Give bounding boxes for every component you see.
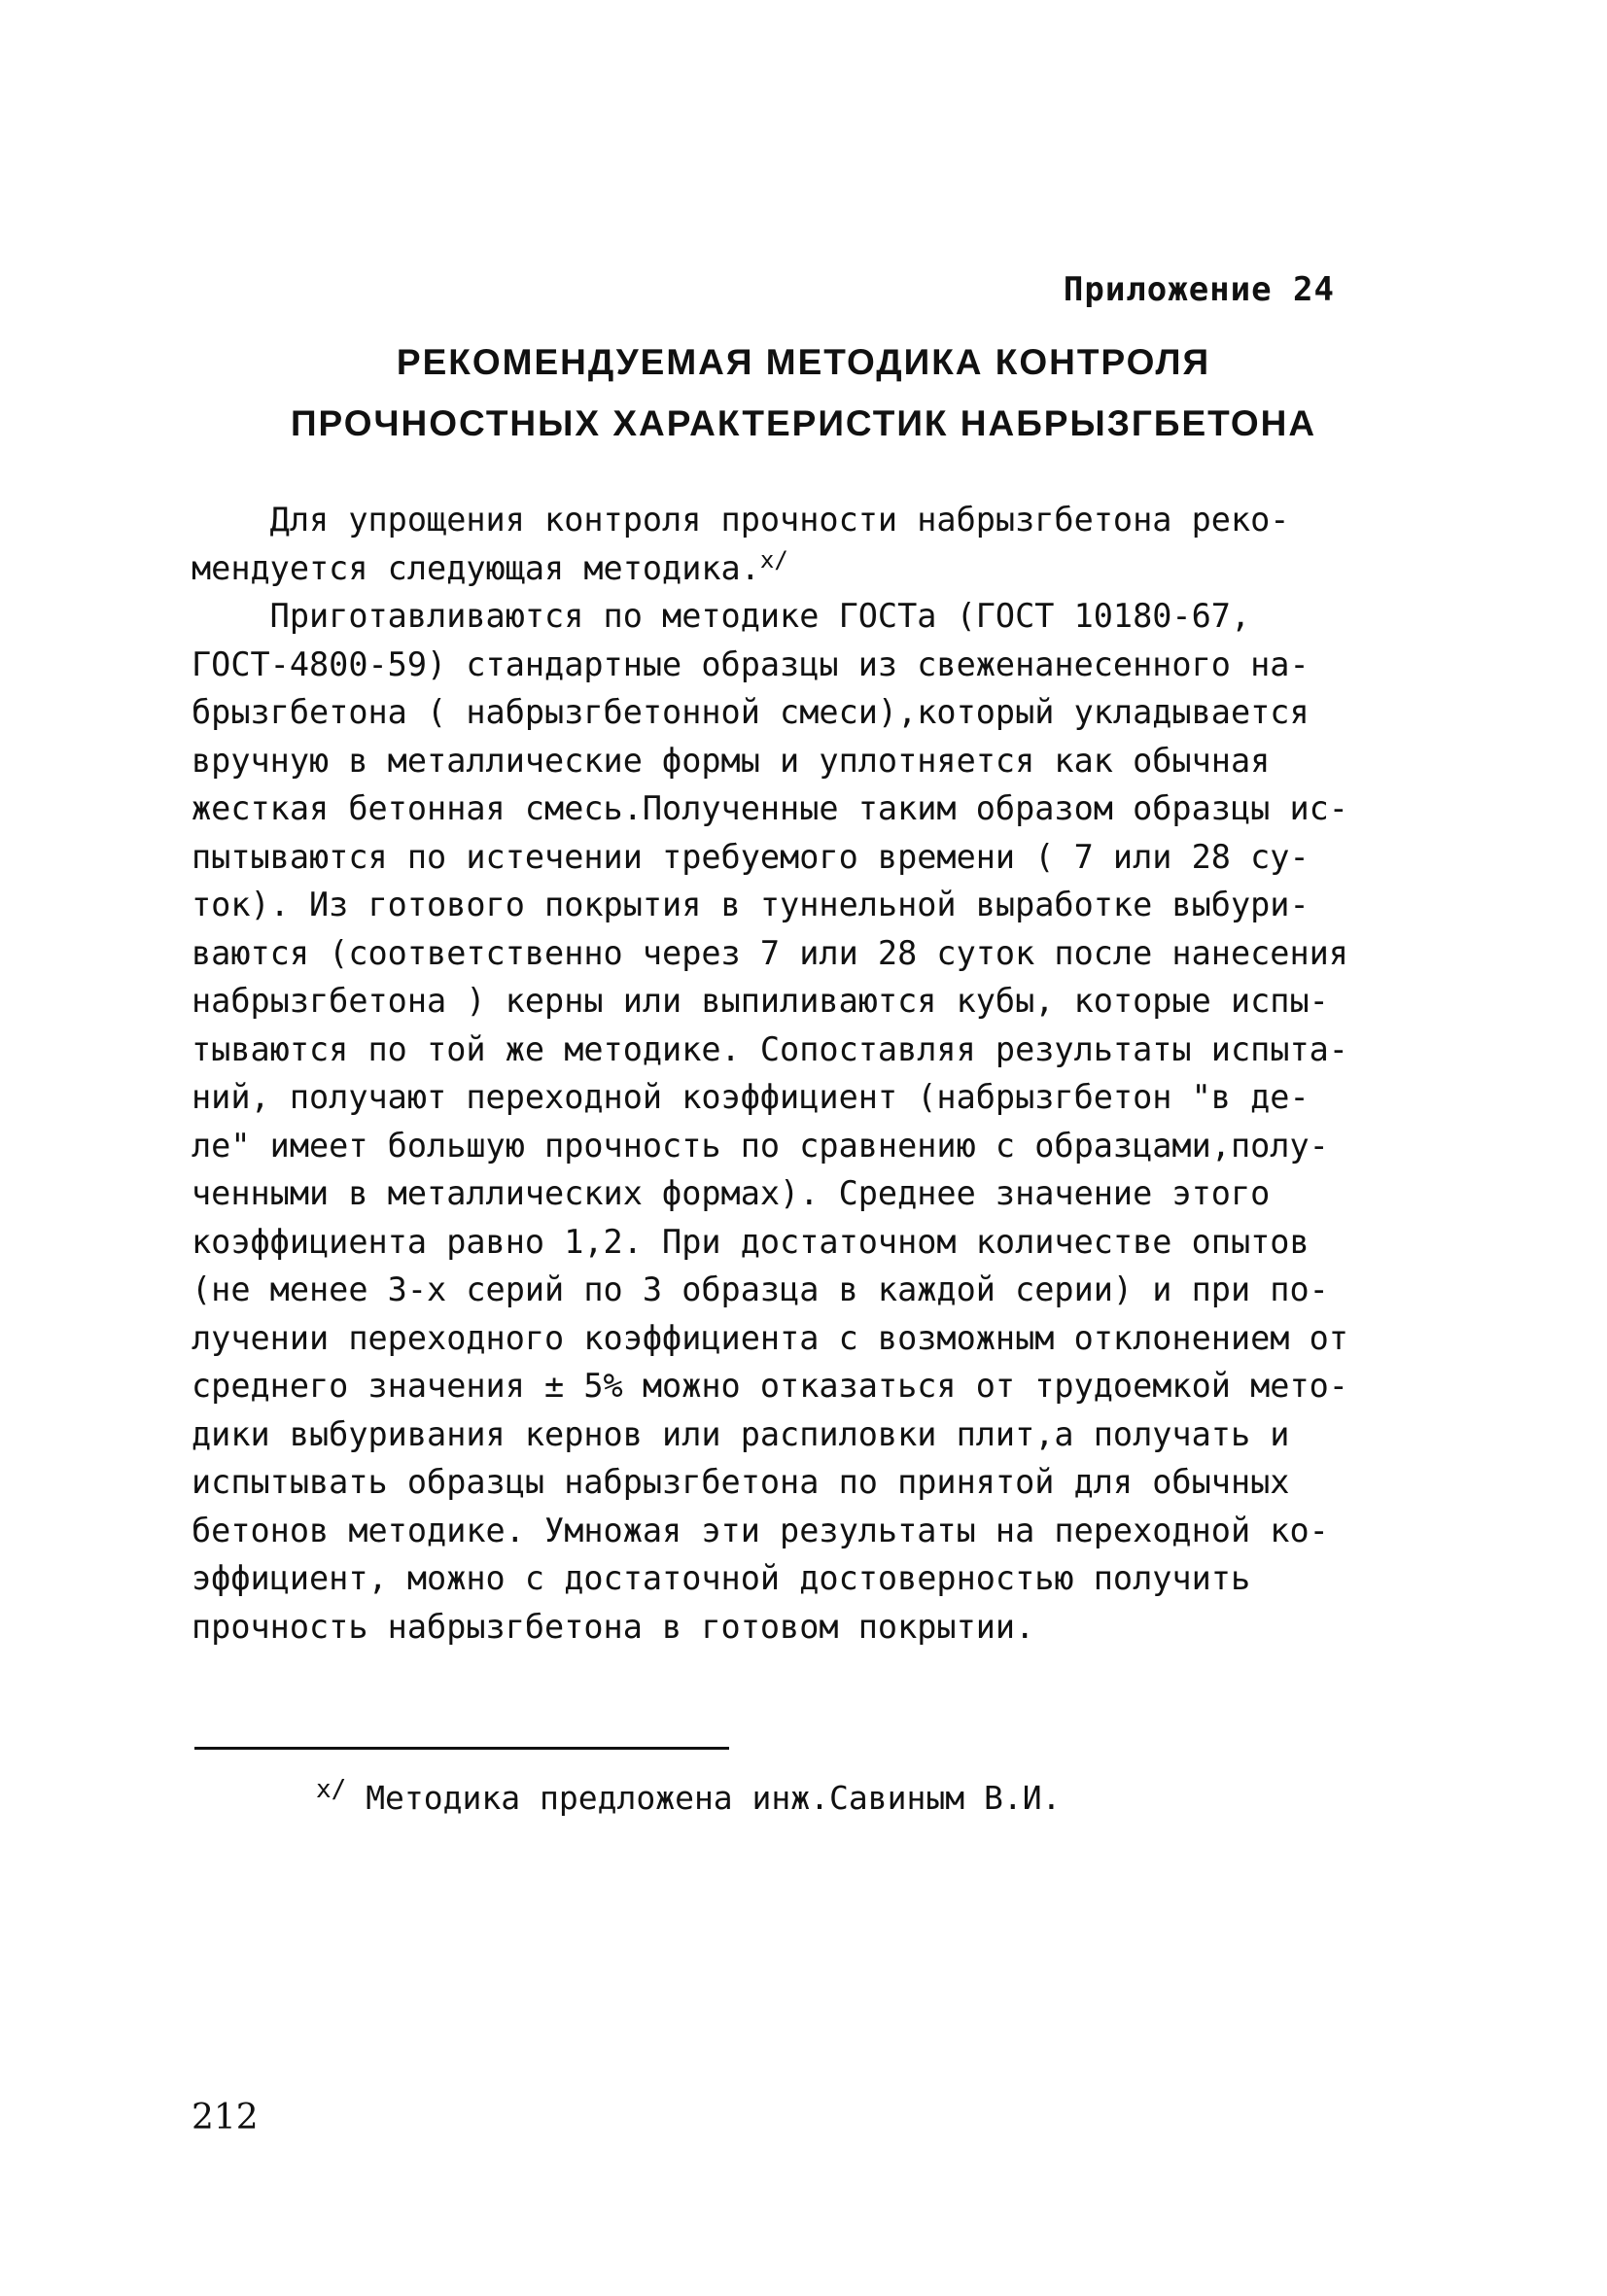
body-line: эффициент, можно с достаточной достоверностью получить [192, 1559, 1251, 1597]
body-line: ГОСТ-4800-59) стандартные образцы из свеженанесенного на- [192, 644, 1310, 683]
body-line: лучении переходного коэффициента с возможным отклонением от [192, 1318, 1348, 1357]
body-line: Для упрощения контроля прочности набрызгбетона реко- [192, 501, 1290, 539]
body-line: ток). Из готового покрытия в туннельной выработке выбури- [192, 886, 1310, 923]
page-number: 212 [192, 2098, 259, 2138]
appendix-label: Приложение 24 [1063, 270, 1335, 309]
footnote-divider [194, 1747, 729, 1750]
body-line: пытываются по истечении требуемого времени ( 7 или 28 су- [192, 837, 1310, 876]
body-line: (не менее 3-х серий по 3 образца в каждой серии) и при по- [192, 1270, 1329, 1308]
body-line: Приготавливаются по методике ГОСТа (ГОСТ 10180-67, [192, 597, 1251, 635]
body-line: ченными в металлических формах). Среднее значение этого [192, 1174, 1271, 1212]
body-line: коэффициента равно 1,2. При достаточном количестве опытов [192, 1222, 1310, 1261]
body-line: набрызгбетона ) керны или выпиливаются кубы, которые испы- [192, 982, 1329, 1020]
footnote [316, 1775, 1062, 1817]
footnote-marker: x/ [316, 1775, 347, 1804]
body-line: среднего значения ± 5% можно отказаться от трудоемкой мето- [192, 1367, 1348, 1405]
body-line: мендуется следующая методика.$^{x/}$ [192, 545, 788, 587]
body-line: бетонов методике. Умножая эти результаты на переходной ко- [192, 1511, 1329, 1549]
body-line: прочность набрызгбетона в готовом покрытии. [192, 1607, 1035, 1646]
footnote-ref-marker: x/ [759, 545, 788, 574]
footnote-text: Методика предложена инж.Савиным В.И. [366, 1779, 1062, 1817]
body-line: тываются по той же методике. Сопоставляя результаты испыта- [192, 1029, 1348, 1068]
document-title-line-1: РЕКОМЕНДУЕМАЯ МЕТОДИКА КОНТРОЛЯ [396, 342, 1211, 382]
body-line: жесткая бетонная смесь.Полученные таким образом образцы ис- [192, 789, 1348, 827]
body-line: ний, получают переходной коэффициент (набрызгбетон "в де- [192, 1078, 1310, 1116]
body-line: брызгбетона ( набрызгбетонной смеси),который укладывается [192, 693, 1310, 731]
body-line: испытывать образцы набрызгбетона по принятой для обычных [192, 1463, 1290, 1501]
document-title-line-2: ПРОЧНОСТНЫХ ХАРАКТЕРИСТИК НАБРЫЗГБЕТОНА [290, 403, 1317, 443]
body-line: ле" имеет большую прочность по сравнению с образцами,полу- [192, 1126, 1329, 1165]
body-text [192, 496, 1397, 1651]
body-line: дики выбуривания кернов или распиловки плит,а получать и [192, 1414, 1290, 1453]
body-line: вручную в металлические формы и уплотняется как обычная [192, 741, 1271, 780]
body-line: ваются (соответственно через 7 или 28 суток после нанесения [192, 933, 1348, 972]
